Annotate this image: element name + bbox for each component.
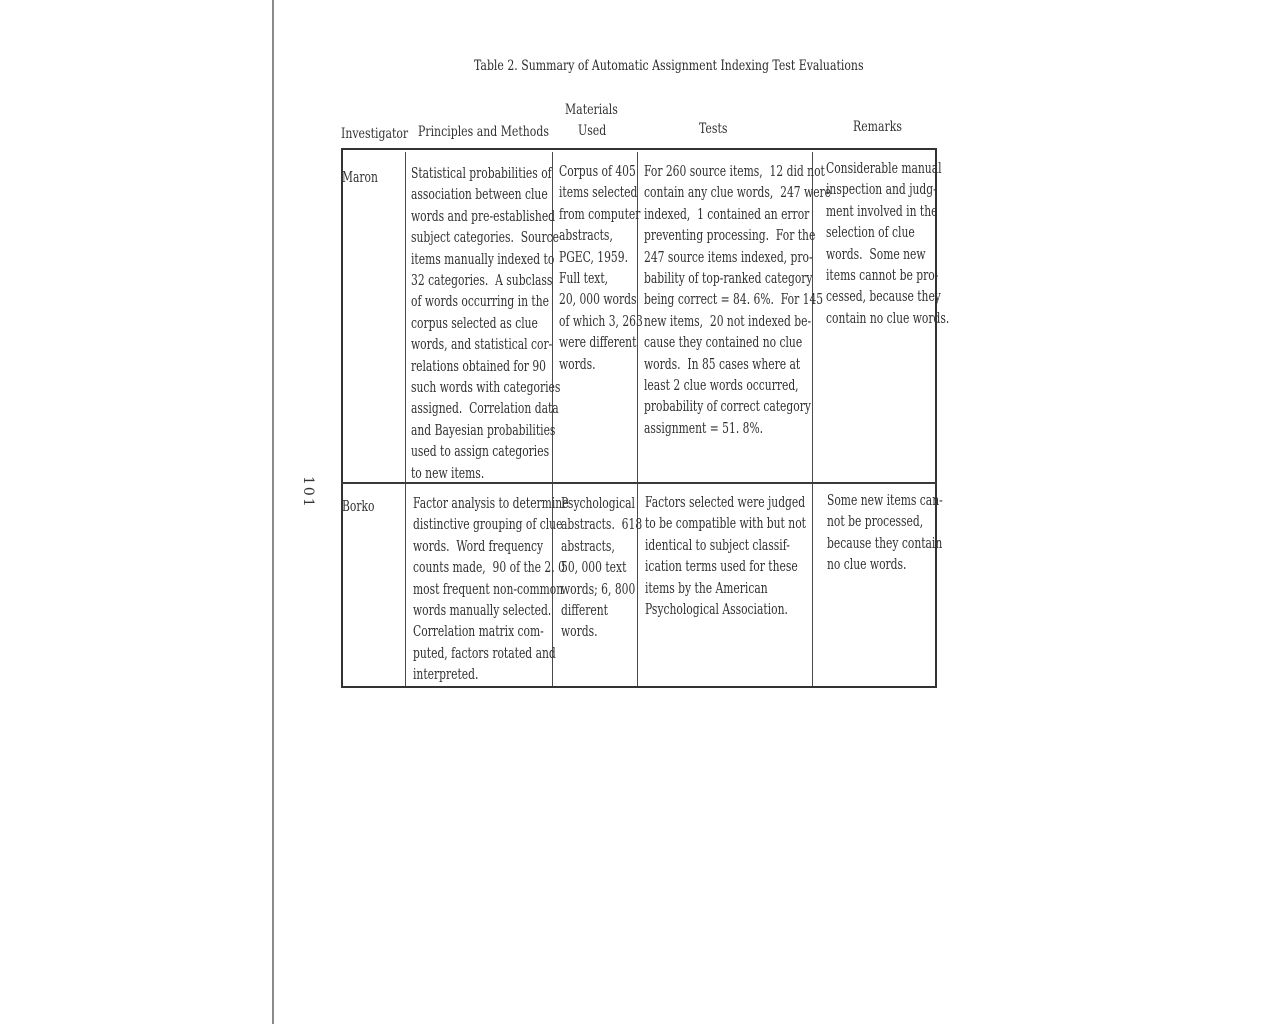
row-maron-principles: Statistical probabilities of association between clue words and pre-established subject categories. Source items manually indexed to 32 categories. A subclass of words occurring in the corpus selected as clue words, and statistical cor- relations obtained for 90 such words with categories assigned. Correlation data and Bayesian probabilities used to assign categories to new items. [411,166,561,482]
row-maron-materials: Corpus of 405 items selected from computer abstracts, PGEC, 1959. Full text, 20, 000 words of which 3, 263 were different words. [559,164,643,373]
header-tests: Tests [699,121,728,137]
header-materials-line2: Used [578,123,607,139]
header-principles: Principles and Methods [418,124,549,140]
row-borko-remarks: Some new items can- not be processed, because they contain no clue words. [827,493,943,574]
header-remarks: Remarks [853,119,902,135]
row-borko-materials: Psychological abstracts. 618 abstracts, 50, 000 text words; 6, 800 different words. [561,496,643,641]
row-maron-tests: For 260 source items, 12 did not contain any clue words, 247 were indexed, 1 contained an error preventing processing. For the 247 source items indexed, pro- bability of top-ranked category being correct = 84. 6%. For 145 new items, 20 not indexed be- cause they contained no clue words. In 85 cases where at least 2 clue words occurred, probability of correct category assignment = 51. 8%. [644,164,832,437]
table-title: Table 2. Summary of Automatic Assignment Indexing Test Evaluations [474,58,864,74]
header-materials-line1: Materials [565,102,618,118]
row-borko-principles: Factor analysis to determine distinctive grouping of clue words. Word frequency counts made, 90 of the 2. 0 most frequent non-common words manually selected. Correlation matrix com- puted, factors rotated and interpreted. [413,496,569,684]
column-divider [405,152,406,686]
page-edge [272,0,274,1024]
row-maron-investigator: Maron [342,170,378,186]
row-borko-tests: Factors selected were judged to be compatible with but not identical to subject classif- ication terms used for these items by the American Psychological Association. [645,495,806,619]
page-number: 101 [300,476,316,509]
row-borko-investigator: Borko [342,499,375,515]
header-investigator: Investigator [341,126,409,142]
row-maron-remarks: Considerable manual inspection and judg- ment involved in the selection of clue words. Some new items cannot be pro- cessed, because they contain no clue words. [826,161,950,327]
